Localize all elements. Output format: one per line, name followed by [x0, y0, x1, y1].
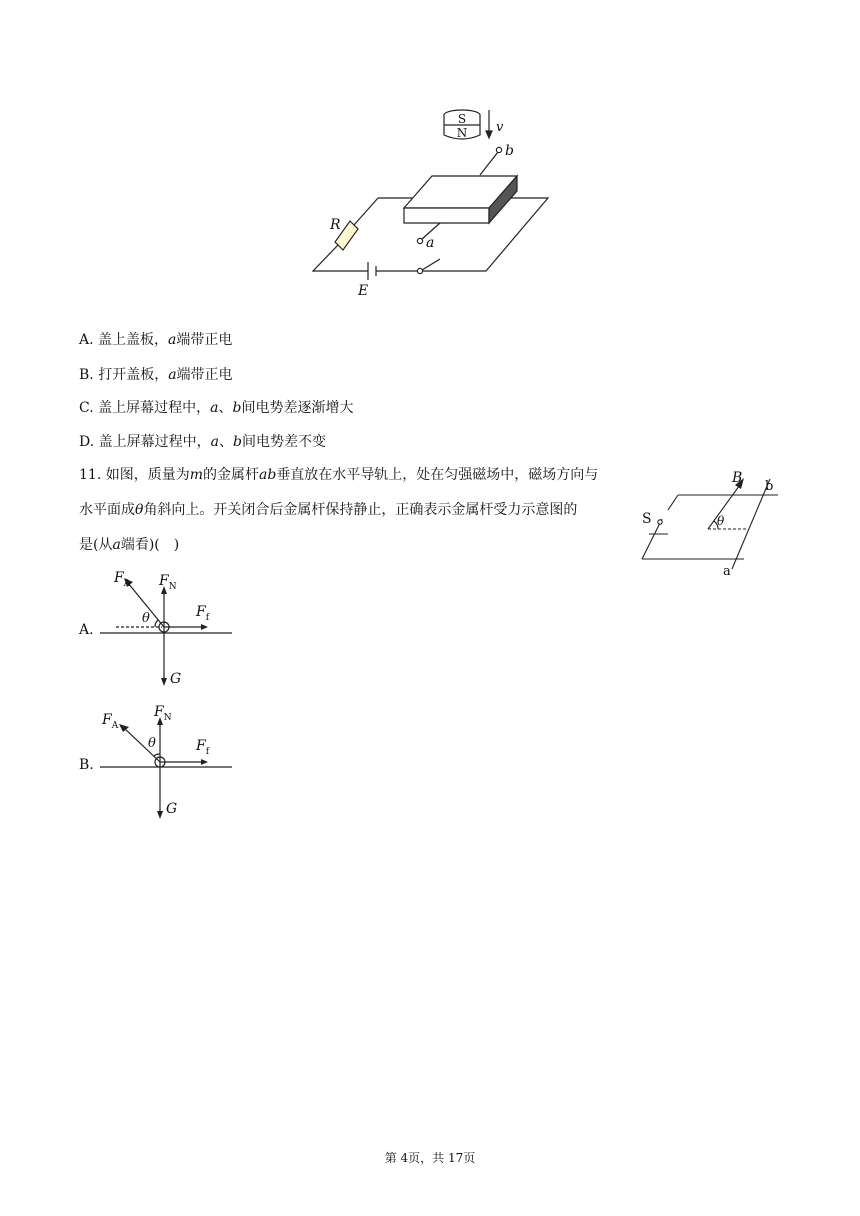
- switch-s-label: S: [642, 511, 652, 527]
- q11-stem-line-3: [79, 535, 179, 555]
- separator: 、: [219, 434, 233, 450]
- force-fa-label: $F_A$: [114, 570, 131, 589]
- angle-theta-label: θ: [717, 514, 725, 528]
- choice-b-letter: B.: [79, 757, 94, 773]
- force-fn-label: $F_N$: [159, 573, 177, 592]
- option-letter: D.: [79, 434, 99, 450]
- option-text: 端带正电: [176, 332, 233, 348]
- magnet-n-label: N: [456, 126, 468, 140]
- force-diagram-a: [98, 565, 238, 690]
- terminal-b-label: b: [505, 143, 514, 159]
- option-letter: C.: [79, 400, 99, 416]
- separator: 、: [218, 400, 233, 416]
- variable-a: a: [210, 400, 219, 416]
- option-text: 间电势差不变: [241, 434, 326, 450]
- stem-text: 的金属杆: [203, 467, 259, 483]
- magnet-s-label: S: [457, 112, 467, 126]
- variable-a: a: [168, 332, 177, 348]
- variable-b: b: [232, 400, 242, 416]
- option-text: 端带正电: [176, 367, 233, 383]
- stem-text: 是(从: [79, 537, 113, 553]
- variable-a: a: [112, 537, 121, 553]
- force-fa-label: $F_A$: [102, 712, 119, 731]
- stem-text: 角斜向上。开关闭合后金属杆保持静止，正确表示金属杆受力示意图的: [143, 502, 578, 518]
- velocity-label: v: [496, 120, 504, 135]
- battery-label: E: [358, 283, 369, 299]
- stem-text: 垂直放在水平导轨上，处在匀强磁场中，磁场方向与: [276, 467, 599, 483]
- stem-text: 水平面成: [79, 502, 135, 518]
- page-number: 第 4页，共 17页: [384, 1151, 476, 1165]
- option-q10-b: [79, 365, 233, 385]
- option-text: 盖上盖板，: [98, 332, 169, 348]
- choice-a-letter: A.: [79, 622, 94, 638]
- angle-theta-label: θ: [142, 611, 150, 626]
- circuit-figure: [300, 105, 560, 300]
- q11-stem-line-2: [79, 500, 577, 520]
- option-text: 盖上屏幕过程中，: [98, 434, 211, 450]
- variable-m: m: [189, 467, 203, 483]
- force-g-label: G: [166, 801, 178, 817]
- stem-text: 端看)( ): [120, 537, 180, 553]
- stem-text: 11. 如图，质量为: [79, 467, 190, 483]
- option-letter: A.: [79, 332, 99, 348]
- option-text: 打开盖板，: [98, 367, 169, 383]
- option-q10-d: [79, 432, 326, 452]
- option-q10-a: [79, 330, 232, 350]
- variable-theta: θ: [135, 502, 144, 518]
- force-ff-label: $F_f$: [196, 738, 210, 757]
- field-b-label: B: [732, 470, 743, 486]
- rod-end-a-label: a: [723, 564, 731, 579]
- option-text: 盖上屏幕过程中，: [98, 400, 211, 416]
- variable-ab: ab: [259, 467, 277, 483]
- force-diagram-b: [98, 700, 238, 825]
- terminal-a-label: a: [426, 235, 435, 251]
- option-letter: B.: [79, 367, 99, 383]
- rod-end-b-label: b: [765, 479, 774, 494]
- angle-theta-label: θ: [148, 736, 156, 751]
- q11-stem-line-1: [79, 465, 598, 485]
- force-fn-label: $F_N$: [154, 704, 172, 723]
- force-g-label: G: [170, 671, 182, 687]
- force-ff-label: $F_f$: [196, 604, 210, 623]
- rails-figure: [638, 465, 783, 580]
- variable-a: a: [210, 434, 219, 450]
- option-text: 间电势差逐渐增大: [241, 400, 354, 416]
- variable-b: b: [233, 434, 242, 450]
- option-q10-c: [79, 398, 353, 418]
- resistor-label: R: [330, 217, 341, 233]
- variable-a: a: [168, 367, 177, 383]
